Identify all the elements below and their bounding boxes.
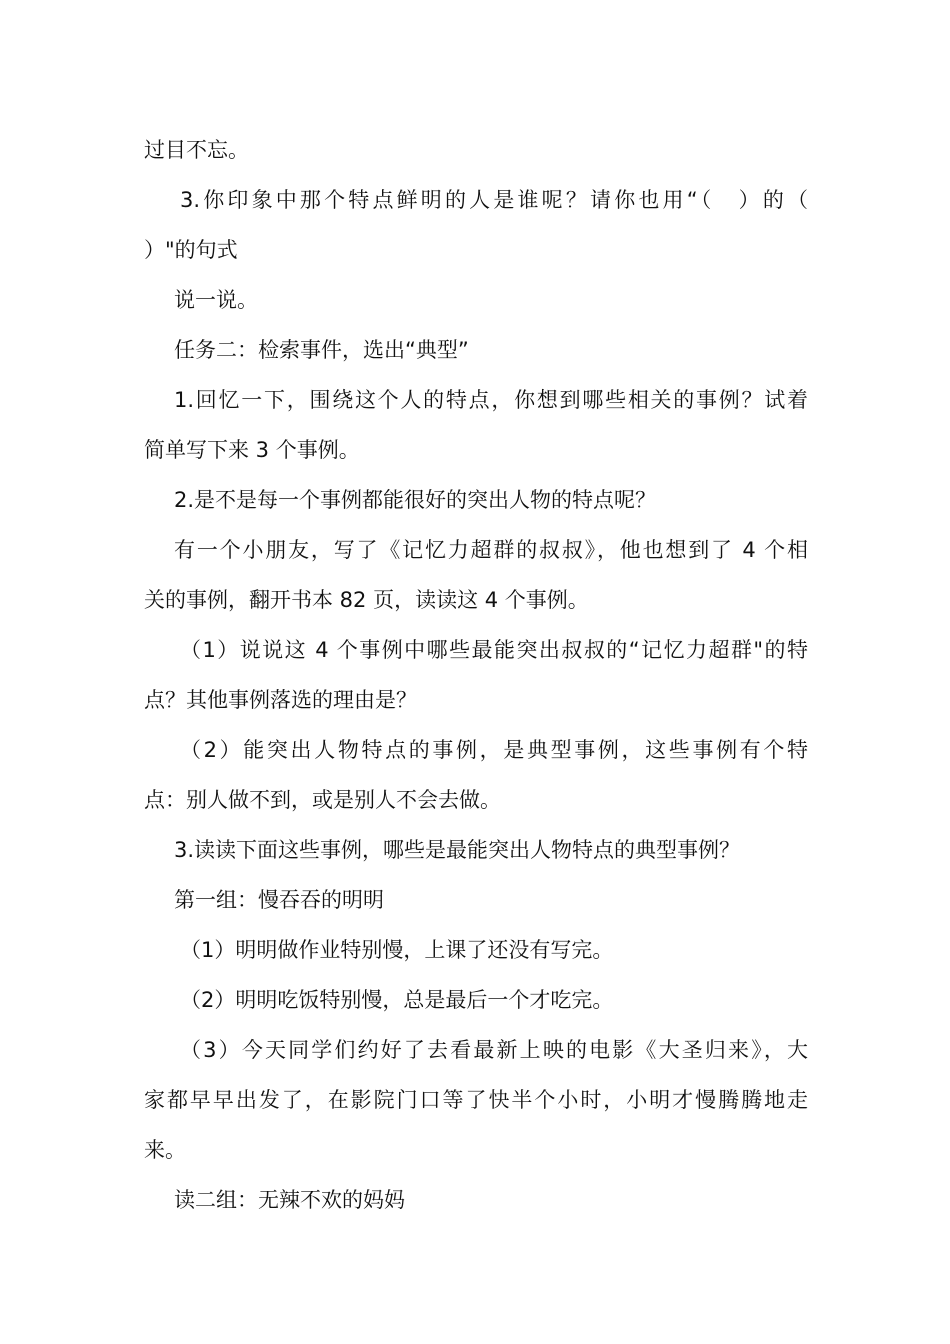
text-line: 任务二：检索事件，选出“典型” bbox=[174, 338, 469, 362]
text-line: 3.读读下面这些事例，哪些是最能突出人物特点的典型事例？ bbox=[174, 838, 741, 862]
text-line: （2）能突出人物特点的事例，是典型事例，这些事例有个特 bbox=[180, 738, 808, 762]
text-line: 有一个小朋友，写了《记忆力超群的叔叔》，他也想到了 4 个相 bbox=[174, 538, 808, 562]
text-line: 3.你印象中那个特点鲜明的人是谁呢？请你也用“（ ）的（ bbox=[180, 188, 808, 212]
text-line: 来。 bbox=[144, 1138, 186, 1162]
text-line: （3）今天同学们约好了去看最新上映的电影《大圣归来》，大 bbox=[180, 1038, 808, 1062]
text-line: （1）说说这 4 个事例中哪些最能突出叔叔的“记忆力超群"的特 bbox=[180, 638, 808, 662]
text-line: 说一说。 bbox=[174, 288, 258, 312]
text-line: 2.是不是每一个事例都能很好的突出人物的特点呢？ bbox=[174, 488, 657, 512]
text-line: 简单写下来 3 个事例。 bbox=[144, 438, 360, 462]
text-line: 关的事例，翻开书本 82 页，读读这 4 个事例。 bbox=[144, 588, 589, 612]
text-line: 1.回忆一下，围绕这个人的特点，你想到哪些相关的事例？试着 bbox=[174, 388, 808, 412]
text-line: ）"的句式 bbox=[144, 238, 238, 262]
text-line: 第一组：慢吞吞的明明 bbox=[174, 888, 384, 912]
text-line: 读二组：无辣不欢的妈妈 bbox=[174, 1188, 405, 1212]
text-line: （2）明明吃饭特别慢，总是最后一个才吃完。 bbox=[180, 988, 614, 1012]
text-line: 家都早早出发了，在影院门口等了快半个小时，小明才慢腾腾地走 bbox=[144, 1088, 808, 1112]
text-line: （1）明明做作业特别慢，上课了还没有写完。 bbox=[180, 938, 614, 962]
text-line: 点？其他事例落选的理由是？ bbox=[144, 688, 417, 712]
text-line: 过目不忘。 bbox=[144, 138, 249, 162]
text-line: 点：别人做不到，或是别人不会去做。 bbox=[144, 788, 501, 812]
